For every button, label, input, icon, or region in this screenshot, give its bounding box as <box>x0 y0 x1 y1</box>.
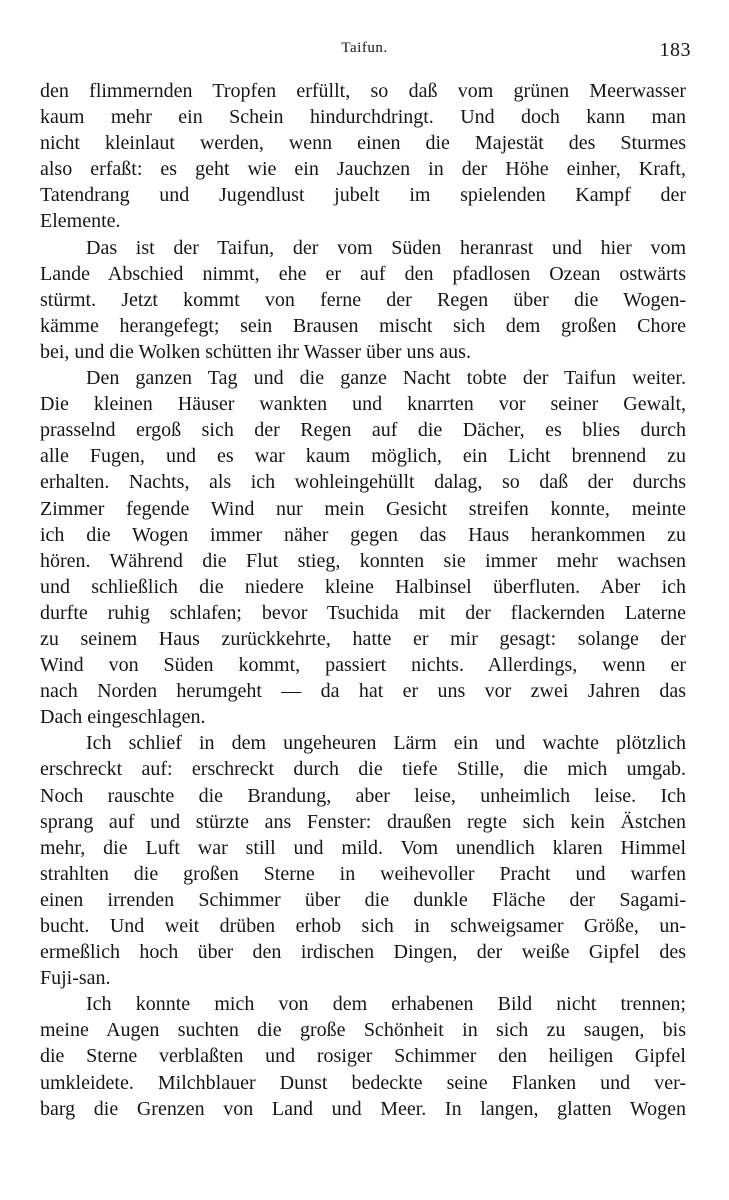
paragraph <box>40 991 686 1121</box>
text-line: Die kleinen Häuser wankten und knarrten vor seiner Gewalt, <box>40 393 686 416</box>
text-line: Fuji-san. <box>40 967 111 990</box>
text-line: die Sterne verblaßten und rosiger Schimmer den heiligen Gipfel <box>40 1045 686 1068</box>
text-line: kämme herangefegt; sein Brausen mischt sich dem großen Chore <box>40 314 686 337</box>
page-number: 183 <box>659 39 691 61</box>
text-line: Noch rauschte die Brandung, aber leise, unheimlich leise. Ich <box>40 784 686 807</box>
paragraph <box>40 78 686 235</box>
text-line: strahlten die großen Sterne in weihevoller Pracht und warfen <box>40 862 686 885</box>
text-line: Zimmer fegende Wind nur mein Gesicht streifen konnte, meinte <box>40 497 686 520</box>
text-line: erhalten. Nachts, als ich wohleingehüllt dalag, so daß der durchs <box>40 471 686 494</box>
running-header <box>0 40 729 64</box>
paragraph <box>40 730 686 991</box>
body-text <box>40 78 686 1122</box>
text-line: meine Augen suchten die große Schönheit in sich zu saugen, bis <box>40 1019 686 1042</box>
text-line: ich die Wogen immer näher gegen das Haus herankommen zu <box>40 523 686 546</box>
paragraph <box>40 235 686 365</box>
text-line: durfte ruhig schlafen; bevor Tsuchida mit der flackernden Laterne <box>40 601 686 624</box>
paragraph <box>40 365 686 730</box>
text-line: zu seinem Haus zurückkehrte, hatte er mir gesagt: solange der <box>40 627 686 650</box>
text-line: den flimmernden Tropfen erfüllt, so daß vom grünen Meerwasser <box>40 80 686 102</box>
text-line: also erfaßt: es geht wie ein Jauchzen in der Höhe einher, Kraft, <box>40 158 686 181</box>
text-line: prasselnd ergoß sich der Regen auf die Dächer, es blies durch <box>40 419 686 442</box>
text-line: Tatendrang und Jugendlust jubelt im spielenden Kampf der <box>40 184 686 207</box>
text-line: Ich konnte mich von dem erhabenen Bild nicht trennen; <box>86 993 686 1016</box>
text-line: Den ganzen Tag und die ganze Nacht tobte der Taifun weiter. <box>86 367 686 390</box>
text-line: und schließlich die niedere kleine Halbinsel überfluten. Aber ich <box>40 575 686 598</box>
text-line: ermeßlich hoch über den irdischen Dingen, der weiße Gipfel des <box>40 941 686 964</box>
text-line: Lande Abschied nimmt, ehe er auf den pfadlosen Ozean ostwärts <box>40 262 686 285</box>
text-line: Ich schlief in dem ungeheuren Lärm ein und wachte plötzlich <box>86 732 686 755</box>
text-line: hören. Während die Flut stieg, konnten sie immer mehr wachsen <box>40 549 686 572</box>
text-line: Wind von Süden kommt, passiert nichts. Allerdings, wenn er <box>40 654 686 677</box>
text-line: stürmt. Jetzt kommt von ferne der Regen über die Wogen- <box>40 288 686 311</box>
text-line: Dach eingeschlagen. <box>40 706 206 729</box>
text-line: nicht kleinlaut werden, wenn einen die Majestät des Sturmes <box>40 132 686 155</box>
text-line: bucht. Und weit drüben erhob sich in schweigsamer Größe, un- <box>40 915 686 937</box>
text-line: alle Fugen, und es war kaum möglich, ein Licht brennend zu <box>40 445 686 468</box>
text-line: Das ist der Taifun, der vom Süden heranrast und hier vom <box>86 236 686 259</box>
text-line: umkleidete. Milchblauer Dunst bedeckte seine Flanken und ver- <box>40 1071 686 1094</box>
text-line: erschreckt auf: erschreckt durch die tiefe Stille, die mich umgab. <box>40 758 686 781</box>
text-line: kaum mehr ein Schein hindurchdringt. Und doch kann man <box>40 106 686 129</box>
text-line: mehr, die Luft war still und mild. Vom unendlich klaren Himmel <box>40 836 686 859</box>
text-line: bei, und die Wolken schütten ihr Wasser über uns aus. <box>40 340 471 363</box>
text-line: einen irrenden Schimmer über die dunkle Fläche der Sagami- <box>40 888 686 911</box>
text-line: Elemente. <box>40 210 121 233</box>
running-title: Taifun. <box>341 40 388 56</box>
text-line: sprang auf und stürzte ans Fenster: draußen regte sich kein Ästchen <box>40 810 686 833</box>
text-line: barg die Grenzen von Land und Meer. In langen, glatten Wogen <box>40 1097 686 1120</box>
text-line: nach Norden herumgeht — da hat er uns vor zwei Jahren das <box>40 680 686 703</box>
